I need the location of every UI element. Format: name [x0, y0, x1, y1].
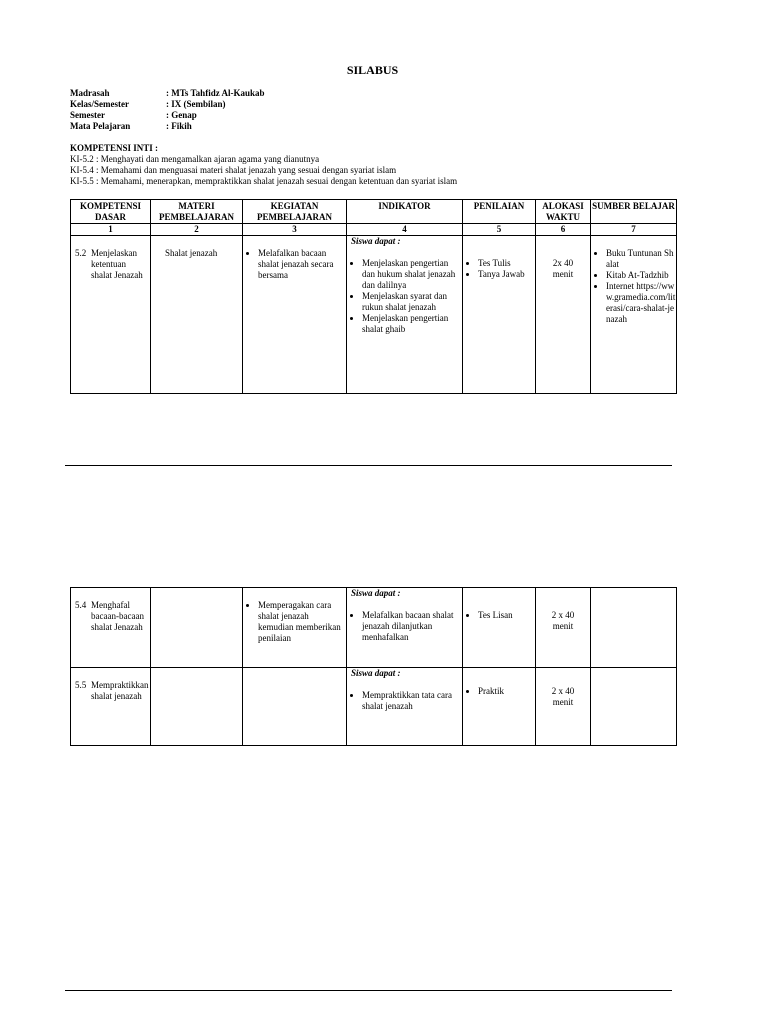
info-row-mapel: [70, 121, 264, 132]
header-sumber: SUMBER BELAJAR: [591, 200, 677, 224]
list-item: Menjelaskan pengertian dan hukum shalat jenazah dan dalilnya: [347, 258, 462, 291]
info-row-kelas: [70, 99, 264, 110]
info-row-semester: [70, 110, 264, 121]
kegiatan-list: [243, 588, 346, 644]
list-item: Tes Tulis: [463, 258, 535, 269]
col-number: 2: [151, 224, 243, 236]
penilaian-cell: [463, 588, 536, 668]
ki-item: KI-5.4 : Memahami dan menguasai materi shalat jenazah yang sesuai dengan syariat islam: [70, 165, 397, 175]
info-label: Semester: [70, 110, 105, 120]
kompetensi-inti: [70, 143, 457, 187]
kegiatan-cell: [243, 588, 347, 668]
indikator-cell: [347, 668, 463, 746]
info-label: Kelas/Semester: [70, 99, 129, 109]
header-indikator: INDIKATOR: [347, 200, 463, 224]
kd-text: Menghafal bacaan-bacaan shalat Jenazah: [91, 600, 144, 632]
kd-number: 5.5: [75, 680, 87, 690]
sumber-cell: [591, 236, 677, 394]
ki-item: KI-5.5 : Memahami, menerapkan, mempraktikkan shalat jenazah sesuai dengan ketentuan dan syariat islam: [70, 176, 458, 186]
alokasi-text: 2 x 40 menit: [551, 686, 575, 707]
col-number: 1: [71, 224, 151, 236]
kd-cell: [71, 588, 151, 668]
document-title: SILABUS: [346, 63, 399, 77]
kd-cell: [71, 236, 151, 394]
materi-text: Shalat jenazah: [165, 248, 218, 258]
kd-number: 5.2: [75, 248, 87, 258]
kd-text: Menjelaskan ketentuan shalat Jenazah: [91, 248, 143, 280]
alokasi-cell: [536, 236, 591, 394]
materi-cell: [151, 668, 243, 746]
syllabus-table-1: [70, 199, 677, 394]
alokasi-text: 2 x 40 menit: [551, 610, 575, 631]
info-value: : MTs Tahfidz Al-Kaukab: [166, 88, 265, 98]
alokasi-text: 2x 40 menit: [552, 258, 574, 279]
siswa-label: Siswa dapat :: [351, 236, 401, 246]
info-value: : Genap: [166, 110, 197, 120]
col-number: 3: [243, 224, 347, 236]
page-divider: [65, 465, 672, 466]
page-divider: [65, 990, 672, 991]
header-materi: MATERI PEMBELAJARAN: [151, 200, 243, 224]
kd-number: 5.4: [75, 600, 87, 610]
indikator-cell: [347, 588, 463, 668]
table-row: [71, 668, 677, 746]
list-item: Melafalkan bacaan shalat jenazah secara bersama: [243, 248, 346, 281]
kegiatan-list: [243, 236, 346, 281]
kegiatan-cell: [243, 668, 347, 746]
indikator-list: [347, 599, 462, 643]
col-number: 7: [591, 224, 677, 236]
list-item: Kitab At-Tadzhib: [591, 270, 676, 281]
header-penilaian: PENILAIAN: [463, 200, 536, 224]
number-row: [71, 224, 677, 236]
info-label: Mata Pelajaran: [70, 121, 131, 131]
list-item: Tes Lisan: [463, 610, 535, 621]
alokasi-cell: [536, 668, 591, 746]
list-item: Praktik: [463, 686, 535, 697]
kegiatan-cell: [243, 236, 347, 394]
list-item: Internet https://www.gramedia.com/literasi/cara-shalat-jenazah: [591, 281, 676, 325]
list-item: Menjelaskan pengertian shalat ghaib: [347, 313, 462, 335]
header-kegiatan: KEGIATAN PEMBELAJARAN: [243, 200, 347, 224]
info-label: Madrasah: [70, 88, 110, 98]
alokasi-cell: [536, 588, 591, 668]
info-row-madrasah: [70, 88, 264, 99]
table-row: [71, 236, 677, 394]
materi-cell: [151, 236, 243, 394]
list-item: Tanya Jawab: [463, 269, 535, 280]
siswa-label: Siswa dapat :: [351, 668, 401, 678]
sumber-cell: [591, 668, 677, 746]
kd-cell: [71, 668, 151, 746]
identity-block: [70, 88, 264, 132]
indikator-cell: [347, 236, 463, 394]
info-value: : IX (Sembilan): [166, 99, 226, 109]
header-row: [71, 200, 677, 224]
siswa-label: Siswa dapat :: [351, 588, 401, 598]
list-item: Buku Tuntunan Shalat: [591, 248, 676, 270]
col-number: 5: [463, 224, 536, 236]
table-row: [71, 588, 677, 668]
penilaian-list: [463, 668, 535, 697]
syllabus-table-2: [70, 587, 677, 746]
penilaian-list: [463, 588, 535, 621]
indikator-list: [347, 679, 462, 712]
sumber-list: [591, 236, 676, 325]
ki-item: KI-5.2 : Menghayati dan mengamalkan ajaran agama yang dianutnya: [70, 154, 320, 164]
list-item: Memperagakan cara shalat jenazah kemudian memberikan penilaian: [243, 600, 346, 644]
indikator-list: [347, 247, 462, 335]
list-item: Menjelaskan syarat dan rukun shalat jenazah: [347, 291, 462, 313]
penilaian-list: [463, 236, 535, 280]
list-item: Mempraktikkan tata cara shalat jenazah: [347, 690, 462, 712]
header-alokasi: ALOKASI WAKTU: [536, 200, 591, 224]
list-item: Melafalkan bacaan shalat jenazah dilanjutkan menhafalkan: [347, 610, 462, 643]
info-value: : Fikih: [166, 121, 192, 131]
col-number: 4: [347, 224, 463, 236]
ki-title: KOMPETENSI INTI :: [70, 143, 159, 153]
penilaian-cell: [463, 236, 536, 394]
materi-cell: [151, 588, 243, 668]
sumber-cell: [591, 588, 677, 668]
penilaian-cell: [463, 668, 536, 746]
col-number: 6: [536, 224, 591, 236]
header-kompetensi-dasar: KOMPETENSI DASAR: [71, 200, 151, 224]
kd-text: Mempraktikkan shalat jenazah: [91, 680, 149, 701]
